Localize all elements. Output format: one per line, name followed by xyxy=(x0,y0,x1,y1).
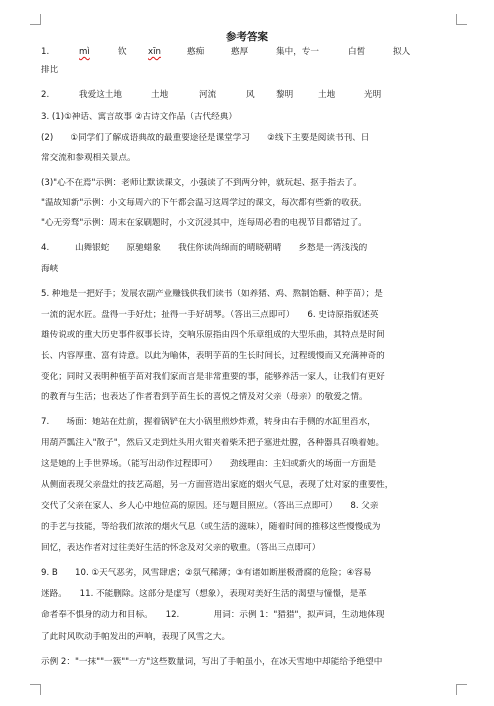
answer-text: 土地 xyxy=(151,90,169,100)
answer-text: 光明 xyxy=(364,90,382,100)
answer-line: (2) ①同学们了解成语典故的最重要途径是课堂学习 ②线下主要是阅读书刊、日 xyxy=(41,133,370,143)
answer-line: 海峡 xyxy=(41,264,59,274)
question-number: 2. xyxy=(41,90,50,100)
answer-text: 黎明 xyxy=(276,90,294,100)
answer-line: 变化；同时又表明种植芋苗对我们家而言是非常重要的事，能够养活一家人，让我们有更好 xyxy=(41,372,385,382)
answer-line: 3. (1)①神话、寓言故事 ②古诗文作品（古代经典） xyxy=(41,112,237,122)
answer-pinyin: xīn xyxy=(148,47,161,57)
answer-text: 憨痴 xyxy=(187,47,205,57)
answer-row-1 xyxy=(41,47,455,58)
answer-line: (3)"心不在焉"示例：老师让默读课文，小强读了不到两分钟，就玩起、抠手指去了。 xyxy=(41,178,362,188)
answer-line: 常交流和参观相关景点。 xyxy=(41,153,136,163)
answer-text: 憨厚 xyxy=(231,47,249,57)
answer-line: 命者奉不惧身的动力和目标。 12. 用词：示例 1："猎猎"，拟声词，生动地体现 xyxy=(41,610,385,620)
answer-line: 雄传说或的重大历史事件叙事长诗，交响乐原指由四个乐章组成的大型乐曲，其特点是时间 xyxy=(41,330,385,340)
answer-line: 5. 种地是一把好手；发展农副产业赚钱供我们读书（如养猪、鸡、熬制饴糖、种芋苗）；是 xyxy=(41,289,383,299)
answer-line: 7. 场面：她站在灶前，握着锅铲在大小锅里煎炒炸煮，转身由右手侧的水缸里舀水， xyxy=(41,417,376,427)
page-title: 参考答案 xyxy=(226,31,268,43)
answer-line: 了此时风吹动手帕发出的声响，表现了风雪之大。 xyxy=(41,632,231,642)
answer-line: 的教育与生活；也表达了作者看到芋苗生长的喜悦之情及对父亲（母亲）的敬爱之情。 xyxy=(41,392,368,402)
answer-line: 示例 2："一抹""一簇""一方"这些数量词，写出了手帕虽小，在冰天雪地中却能给予绝望中 xyxy=(41,657,383,667)
answer-line: 一流的泥水匠。盘得一手好灶；扯得一手好胡琴。（答出三点即可） 6. 史诗原指叙述英 xyxy=(41,310,379,320)
answer-text: 河流 xyxy=(199,90,217,100)
answer-line: 交代了父亲在家人、乡人心中地位高的原因。还与题目照应。（答出三点即可） 8. 父亲 xyxy=(41,501,379,511)
answer-text: 白皙 xyxy=(348,47,366,57)
question-number: 1. xyxy=(41,47,50,57)
crop-mark-top-right xyxy=(456,14,467,25)
answer-line: 排比 xyxy=(41,65,59,75)
answer-line: 回忆，表达作者对过往美好生活的怀念及对父亲的敬重。（答出三点即可） xyxy=(41,543,321,553)
crop-mark-top-left xyxy=(30,14,41,25)
answer-text: 钦 xyxy=(118,47,127,57)
answer-line: 4. 山舞银蛇 原驰蜡象 我住你读尚绵而的晴晓朝晴 乡愁是一湾浅浅的 xyxy=(41,243,368,253)
answer-pinyin: mì xyxy=(79,47,90,57)
answer-line: 这是她的上手世界场。（能写出动作过程即可） 劲线理由：主妇或新火的场面一方面是 xyxy=(41,459,377,469)
answer-text: 集中，专一 xyxy=(276,47,319,57)
crop-mark-bottom-right xyxy=(456,684,467,695)
answer-line: "心无旁骛"示例：周末在家刷题时，小文沉浸其中，连每周必看的电视节目都错过了。 xyxy=(41,218,367,228)
answer-line: 从侧面表现父亲盘灶的技艺高超，另一方面营造出家庭的烟火气息，表现了灶对家的重要性， xyxy=(41,480,394,490)
answer-text: 土地 xyxy=(318,90,336,100)
answer-line: 用葫芦瓢注入"散子"，然后又走到灶头用火钳夹着柴禾把子塞进灶膛，各种器具召唤着她。 xyxy=(41,438,385,448)
answer-row-2 xyxy=(41,90,455,101)
answer-line: 9. B 10. ①天气恶劣，风雪肆虐；②氛气稀薄；③有诸如断崖极滑腐的危险；④容易 xyxy=(41,568,372,578)
answer-text: 风 xyxy=(246,90,255,100)
crop-mark-bottom-left xyxy=(30,684,41,695)
answer-line: 迷路。 11. 不能删除。这部分是虚写（想象），表现对美好生活的渴望与憧憬，是革 xyxy=(41,589,367,599)
answer-text: 拟人 xyxy=(393,47,411,57)
answer-line: "温故知新"示例：小文每周六的下午都会温习这周学过的课文，每次都有些新的收获。 xyxy=(41,198,367,208)
answer-text: 我爱这土地 xyxy=(79,90,122,100)
answer-line: 长、内容厚重、富有诗意。以此为喻体，表明芋苗的生长时间长，过程缓慢而又充满神奇的 xyxy=(41,351,385,361)
answer-line: 的手艺与技能，等给我们浓浓的烟火气息（或生活的滋味），随着时间的推移这些慢慢成为 xyxy=(41,522,381,532)
